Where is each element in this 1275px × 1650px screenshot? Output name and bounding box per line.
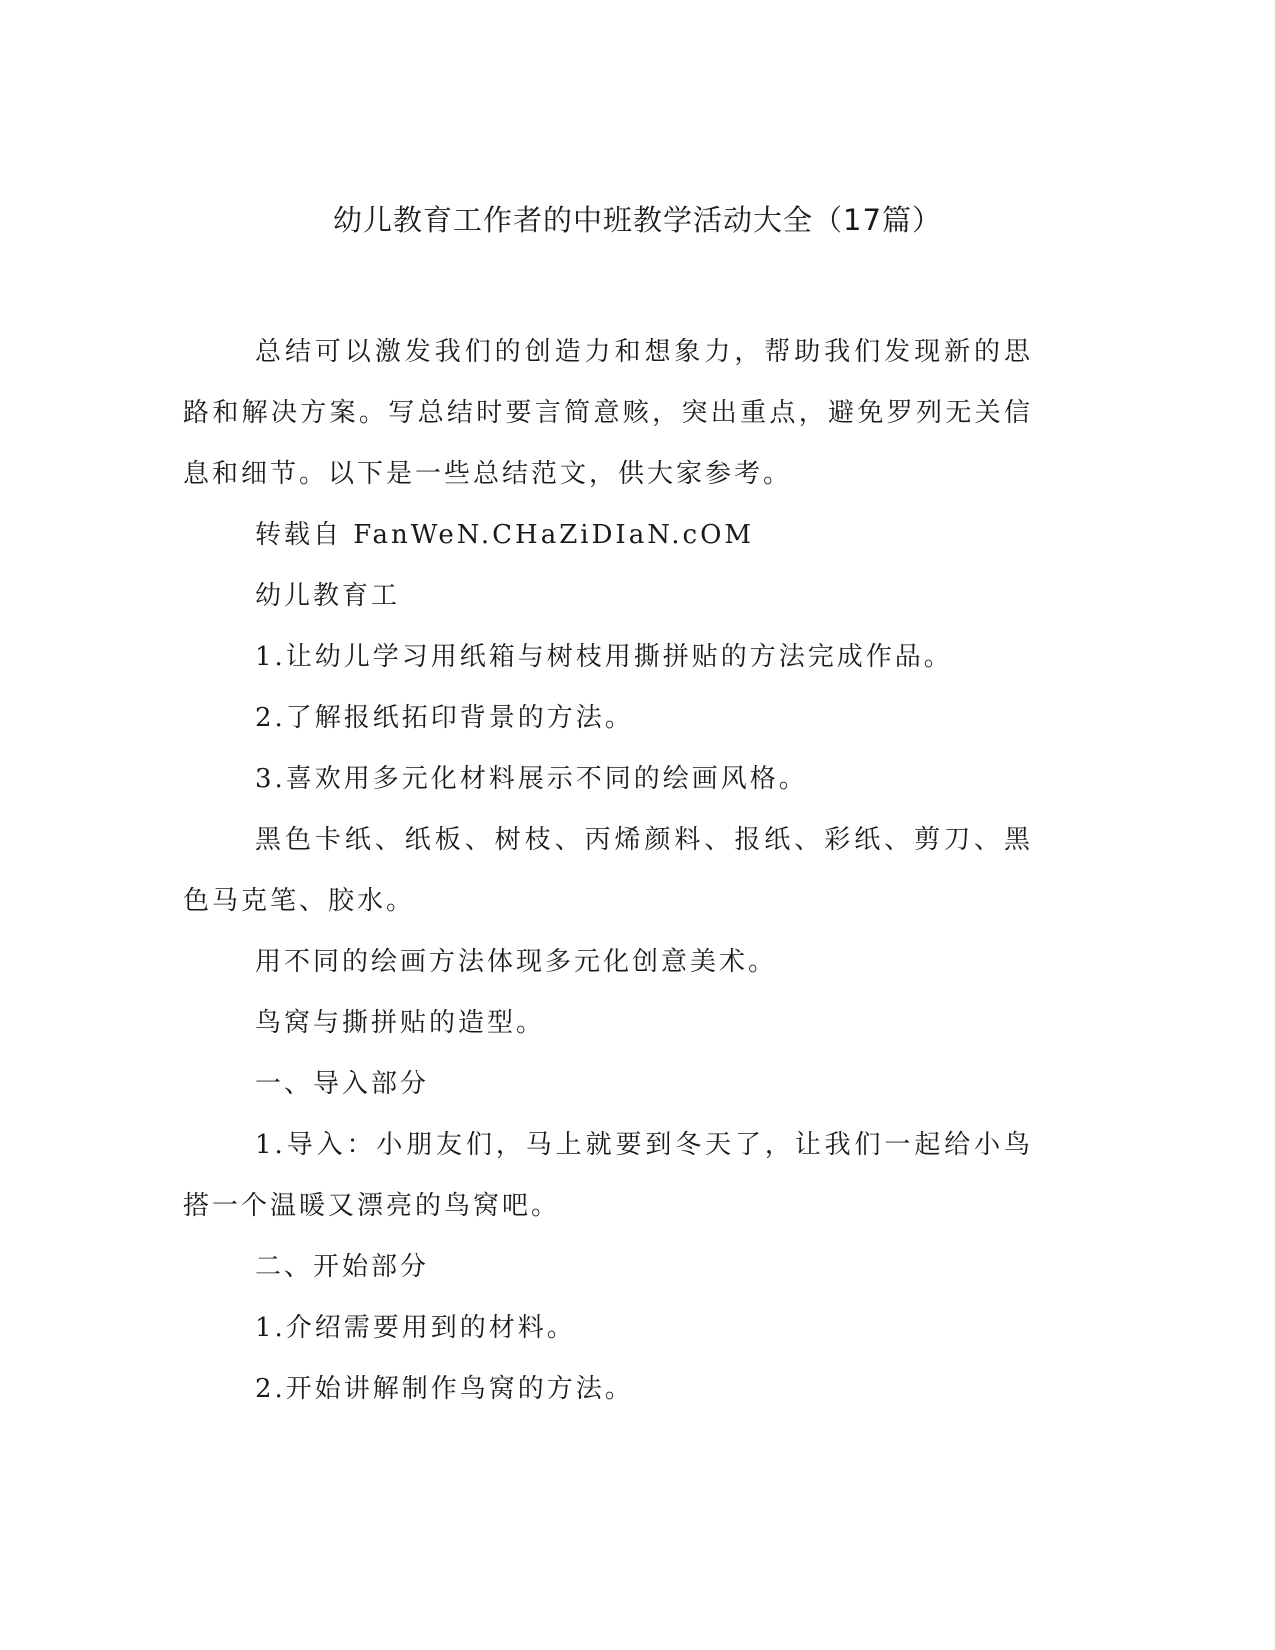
paragraph-heading-fragment: 幼儿教育工 bbox=[255, 581, 401, 611]
paragraph-goal-2: 2.了解报纸拓印背景的方法。 bbox=[255, 703, 634, 733]
paragraph-goal-1: 1.让幼儿学习用纸箱与树枝用撕拼贴的方法完成作品。 bbox=[255, 642, 953, 672]
section-heading-intro: 一、导入部分 bbox=[255, 1069, 430, 1099]
paragraph-intro-step-1: 1.导入：小朋友们，马上就要到冬天了，让我们一起给小鸟搭一个温暖又漂亮的鸟窝吧。 bbox=[183, 1130, 1033, 1221]
paragraph-source: 转载自 FanWeN.CHaZiDIaN.cOM bbox=[255, 520, 755, 550]
document-body bbox=[183, 322, 1033, 1420]
paragraph-materials: 黑色卡纸、纸板、树枝、丙烯颜料、报纸、彩纸、剪刀、黑色马克笔、胶水。 bbox=[183, 825, 1033, 916]
paragraph-key-point: 用不同的绘画方法体现多元化创意美术。 bbox=[255, 947, 778, 977]
paragraph-goal-3: 3.喜欢用多元化材料展示不同的绘画风格。 bbox=[255, 764, 808, 794]
paragraph-intro: 总结可以激发我们的创造力和想象力，帮助我们发现新的思路和解决方案。写总结时要言简意赅，突出重点，避免罗列无关信息和细节。以下是一些总结范文，供大家参考。 bbox=[183, 337, 1033, 489]
paragraph-start-step-1: 1.介绍需要用到的材料。 bbox=[255, 1313, 576, 1343]
paragraph-start-step-2: 2.开始讲解制作鸟窝的方法。 bbox=[255, 1374, 634, 1404]
document-title: 幼儿教育工作者的中班教学活动大全（17篇） bbox=[333, 203, 942, 237]
paragraph-difficulty: 鸟窝与撕拼贴的造型。 bbox=[255, 1008, 546, 1038]
section-heading-start: 二、开始部分 bbox=[255, 1252, 430, 1282]
